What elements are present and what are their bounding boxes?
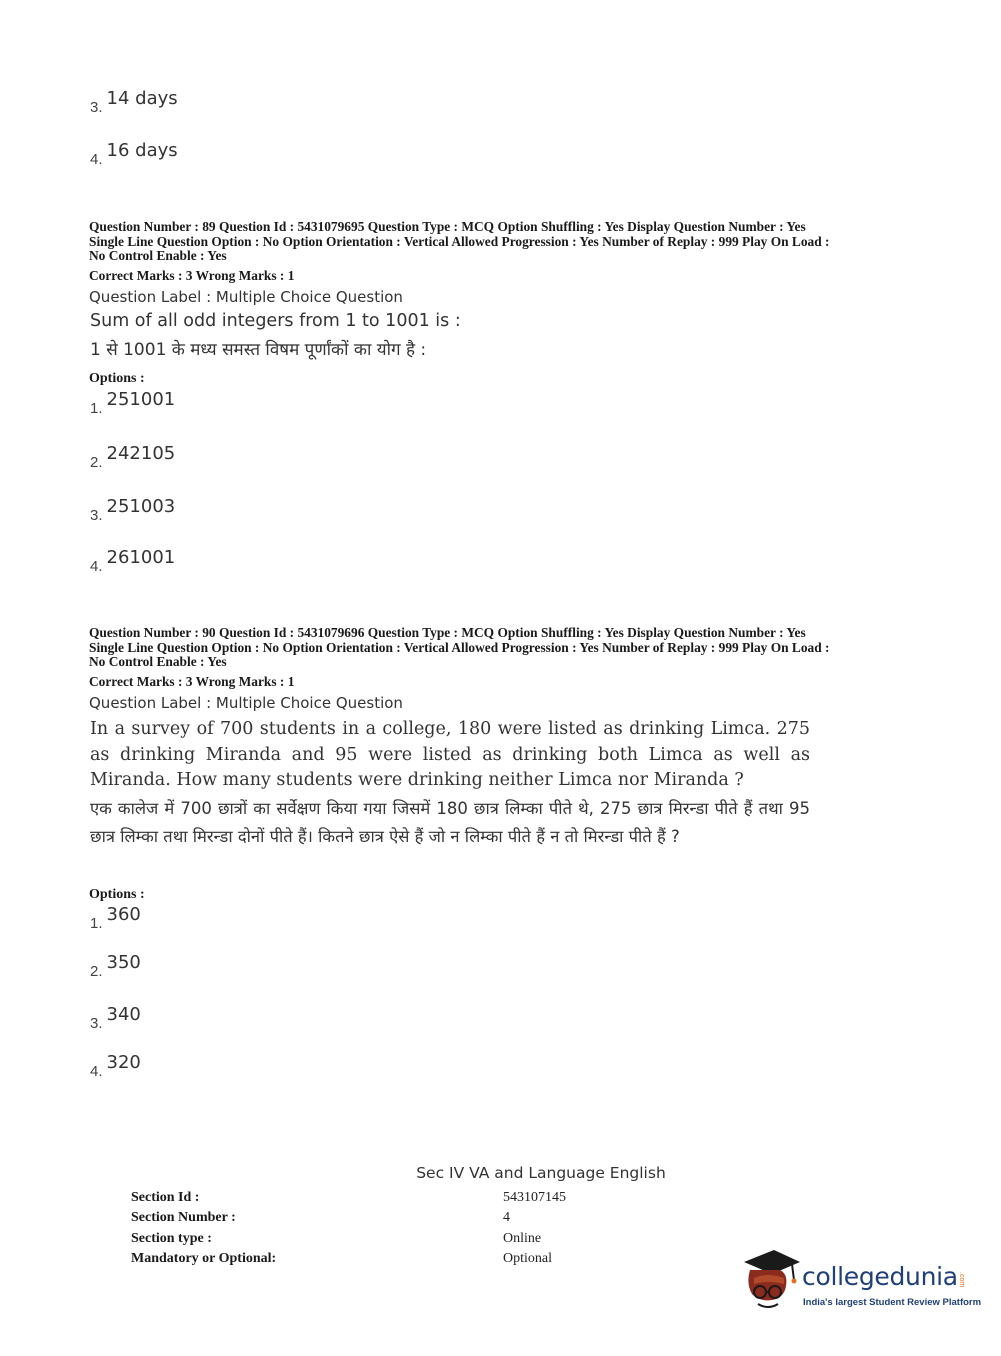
question-90-marks: Correct Marks : 3 Wrong Marks : 1 bbox=[89, 674, 295, 689]
section-value: 4 bbox=[503, 1210, 510, 1225]
option-text: 360 bbox=[106, 904, 141, 925]
option-item bbox=[90, 547, 176, 575]
option-item bbox=[90, 140, 178, 168]
collegedunia-mascot-icon bbox=[740, 1248, 800, 1316]
meta-line: Question Number : 90 Question Id : 5431079696 Question Type : MCQ Option Shuffling : Yes Display Question Number : Yes bbox=[89, 625, 806, 640]
question-90-options-heading: Options : bbox=[89, 887, 145, 902]
option-number: 2. bbox=[90, 454, 103, 471]
option-text: 340 bbox=[106, 1004, 141, 1025]
section-title: Sec IV VA and Language English bbox=[416, 1164, 666, 1182]
option-text: 16 days bbox=[106, 140, 178, 161]
option-text: 251003 bbox=[106, 496, 176, 517]
option-text: 14 days bbox=[106, 88, 178, 109]
option-number: 4. bbox=[90, 1063, 103, 1080]
meta-line: No Control Enable : Yes bbox=[89, 248, 227, 263]
section-key: Section type : bbox=[131, 1231, 212, 1246]
question-90-meta bbox=[89, 626, 919, 670]
question-89-meta bbox=[89, 220, 919, 264]
option-text: 251001 bbox=[106, 389, 176, 410]
option-number: 3. bbox=[90, 99, 103, 116]
option-item bbox=[90, 1004, 141, 1032]
option-item bbox=[90, 952, 141, 980]
section-value: Optional bbox=[503, 1251, 552, 1266]
question-89-text-hindi: 1 से 1001 के मध्य समस्त विषम पूर्णांकों का योग है : bbox=[90, 340, 427, 360]
question-90-label: Question Label : Multiple Choice Question bbox=[89, 694, 403, 712]
meta-line: Single Line Question Option : No Option Orientation : Vertical Allowed Progression : Yes Number of Replay : 999 Play On Load : bbox=[89, 233, 830, 249]
option-item bbox=[90, 88, 178, 116]
section-key: Section Number : bbox=[131, 1210, 236, 1225]
option-number: 3. bbox=[90, 507, 103, 524]
option-number: 1. bbox=[90, 915, 103, 932]
section-key: Mandatory or Optional: bbox=[131, 1251, 277, 1266]
meta-line: No Control Enable : Yes bbox=[89, 654, 227, 669]
option-item bbox=[90, 1052, 141, 1080]
question-89-text-english: Sum of all odd integers from 1 to 1001 is : bbox=[90, 311, 461, 331]
option-text: 242105 bbox=[106, 443, 176, 464]
option-item bbox=[90, 496, 176, 524]
option-number: 4. bbox=[90, 151, 103, 168]
question-89-label: Question Label : Multiple Choice Question bbox=[89, 288, 403, 306]
option-item bbox=[90, 904, 141, 932]
question-89-options-heading: Options : bbox=[89, 371, 145, 386]
question-89-marks: Correct Marks : 3 Wrong Marks : 1 bbox=[89, 268, 295, 283]
option-number: 1. bbox=[90, 400, 103, 417]
collegedunia-tagline: India's largest Student Review Platform bbox=[803, 1297, 982, 1308]
section-value: Online bbox=[503, 1231, 542, 1246]
option-number: 4. bbox=[90, 558, 103, 575]
option-text: 320 bbox=[106, 1052, 141, 1073]
collegedunia-logo-suffix: .com bbox=[958, 1272, 965, 1288]
collegedunia-logo-text: collegedunia bbox=[802, 1262, 958, 1291]
section-value: 543107145 bbox=[503, 1190, 566, 1205]
meta-line: Single Line Question Option : No Option Orientation : Vertical Allowed Progression : Yes Number of Replay : 999 Play On Load : bbox=[89, 639, 830, 655]
question-90-text-english: In a survey of 700 students in a college, 180 were listed as drinking Limca. 275 as drinking Miranda and 95 were listed as drinking both Limca as well as Miranda. How many students were drinking neither Limca nor Miranda ? bbox=[90, 719, 810, 790]
option-item bbox=[90, 443, 176, 471]
section-key: Section Id : bbox=[131, 1190, 200, 1205]
option-item bbox=[90, 389, 176, 417]
option-number: 3. bbox=[90, 1015, 103, 1032]
question-90-text-hindi: एक कालेज में 700 छात्रों का सर्वेक्षण किया गया जिसमें 180 छात्र लिम्का पीते थे, 275 छात्र मिरन्डा पीते हैं तथा 95 छात्र लिम्का तथा मिरन्डा दोनों पीते हैं। कितने छात्र ऐसे हैं जो न लिम्का पीते हैं न तो मिरन्डा पीते हैं ? bbox=[90, 799, 810, 846]
option-text: 350 bbox=[106, 952, 141, 973]
option-text: 261001 bbox=[106, 547, 176, 568]
meta-line: Question Number : 89 Question Id : 5431079695 Question Type : MCQ Option Shuffling : Yes Display Question Number : Yes bbox=[89, 219, 806, 234]
option-number: 2. bbox=[90, 963, 103, 980]
